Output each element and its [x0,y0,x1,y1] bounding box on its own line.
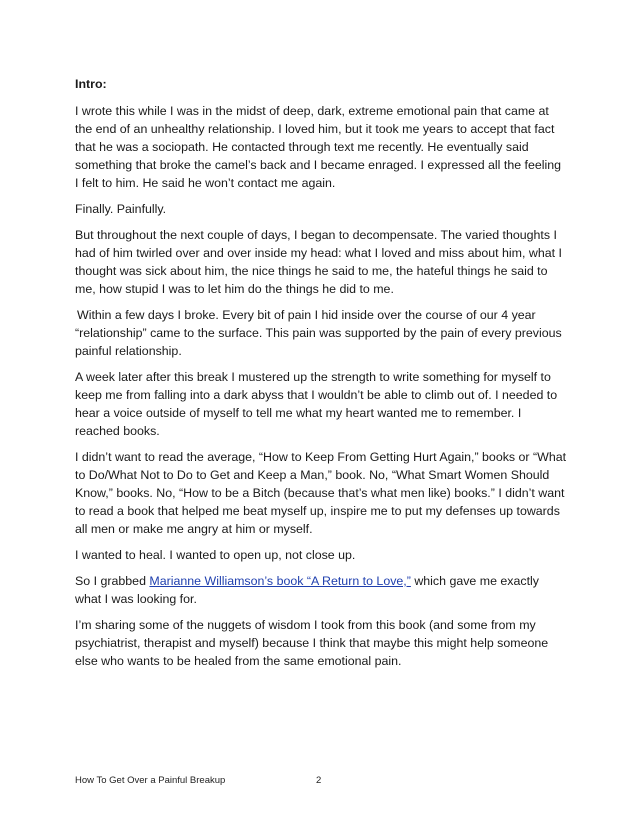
link-paragraph-after: which gave me exactly what I was looking for. [75,574,539,606]
paragraph: But throughout the next couple of days, I began to decompensate. The varied thoughts I had of him twirled over and over inside my head: what I loved and miss about him, what I thought was sick about him, the nice things he said to me, the hateful things he said to me, how stupid I was to let him do the things he did to me. [75,228,562,296]
book-link[interactable]: Marianne Williamson’s book “A Return to Love,” [149,574,411,588]
paragraph: I wrote this while I was in the midst of deep, dark, extreme emotional pain that came at the end of an unhealthy relationship. I loved him, but it took me years to accept that fact that he was a sociopath. He contacted through text me recently. He eventually said something that broke the camel’s back and I became enraged. I expressed all the feeling I felt to him. He said he won’t contact me again. [75,104,562,190]
section-heading: Intro: [75,77,107,91]
paragraph: Finally. Painfully. [75,202,167,216]
link-paragraph-before: So I grabbed [75,574,150,588]
footer-title: How To Get Over a Painful Breakup [75,775,226,786]
paragraph: I wanted to heal. I wanted to open up, not close up. [75,548,356,562]
paragraph: A week later after this break I mustered up the strength to write something for myself to keep me from falling into a dark abyss that I wouldn’t be able to climb out of. I needed to hear a voice outside of myself to tell me what my heart wanted me to remember. I reached books. [75,370,558,438]
page-number: 2 [316,775,322,786]
paragraph: I didn’t want to read the average, “How to Keep From Getting Hurt Again,” books or “What to Do/What Not to Do to Get and Keep a Man,” book. No, “What Smart Women Should Know,” books. No, “How to be a Bitch (because that’s what men like) books.” I didn’t want to read a book that helped me beat myself up, inspire me to put my defenses up towards all men or make me angry at him or myself. [75,450,567,536]
link-paragraph [75,572,567,608]
paragraph: Within a few days I broke. Every bit of pain I hid inside over the course of our 4 year “relationship” came to the surface. This pain was supported by the pain of every previous painful relationship. [75,308,562,358]
document-body [75,75,567,678]
paragraph: I’m sharing some of the nuggets of wisdom I took from this book (and some from my psychiatrist, therapist and myself) because I think that maybe this might help someone else who wants to be healed from the same emotional pain. [75,618,549,668]
